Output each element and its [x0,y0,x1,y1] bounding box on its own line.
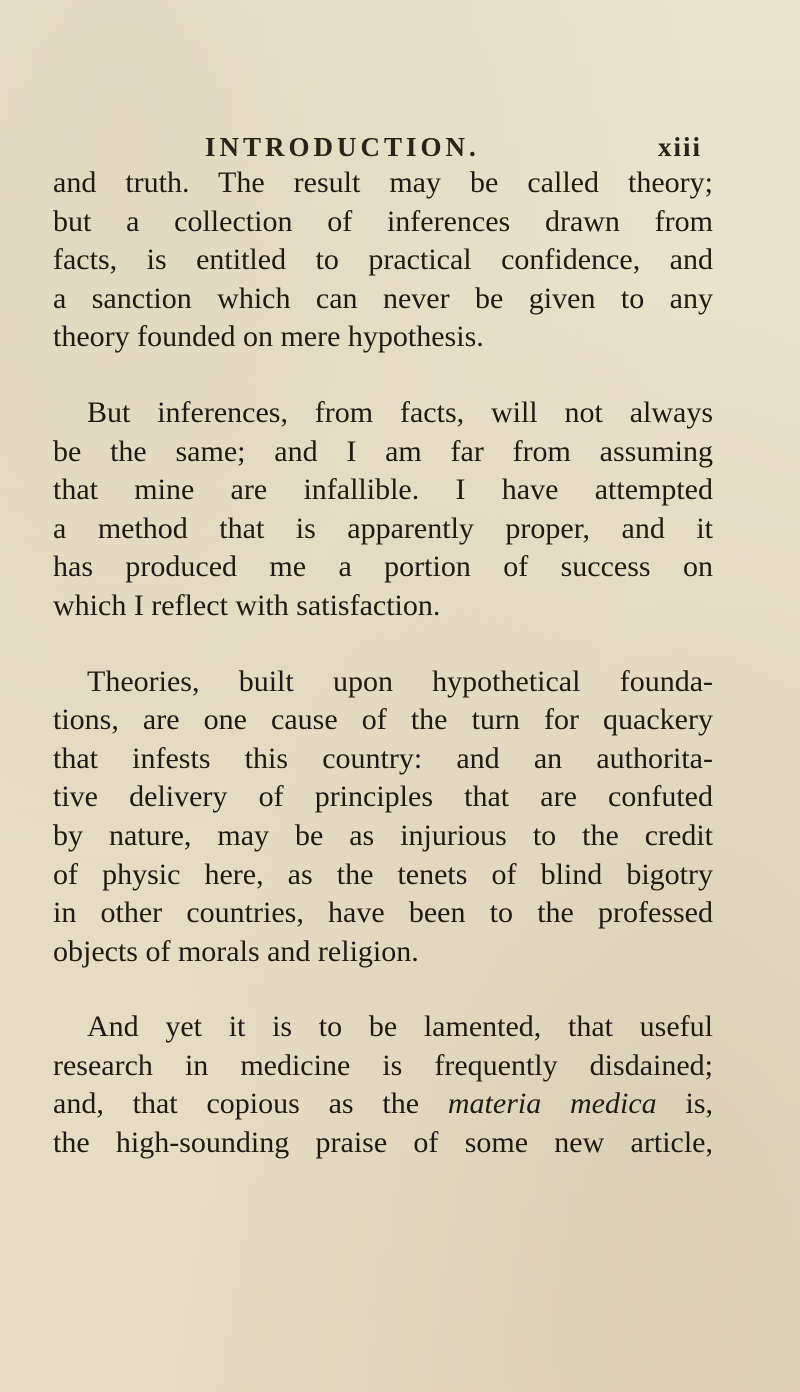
text-line: by nature, may be as injurious to the credit [53,818,713,852]
text-line: the high-sounding praise of some new article, [53,1126,713,1160]
text-segment: is, [685,1087,713,1121]
paragraph-2 [53,394,713,626]
body-text [53,164,713,1200]
text-line: And yet it is to be lamented, that useful [87,1010,713,1044]
text-line: facts, is entitled to practical confidence, and [53,243,713,277]
page-number: xiii [658,132,703,162]
paragraph-1 [53,164,713,357]
text-line: which I reflect with satisfaction. [53,588,441,622]
italic-term: materia medica [447,1087,657,1121]
text-line: Theories, built upon hypothetical founda- [87,664,713,698]
text-line: that mine are infallible. I have attempted [53,473,713,507]
text-line: research in medicine is frequently disdained; [53,1048,713,1082]
text-line: in other countries, have been to the professed [53,896,713,930]
text-line: has produced me a portion of success on [53,550,713,584]
text-line: tive delivery of principles that are confuted [53,780,713,814]
text-line: but a collection of inferences drawn from [53,204,713,238]
text-line: and truth. The result may be called theory; [53,166,713,199]
text-line: objects of morals and religion. [53,934,419,968]
running-title: INTRODUCTION. [205,132,480,162]
text-segment: and, that copious as the [53,1087,420,1121]
text-line: tions, are one cause of the turn for quackery [53,703,713,737]
text-line-mixed [53,1085,713,1124]
paragraph-3 [53,663,713,972]
text-line: that infests this country: and an authorita- [53,741,713,775]
text-line: of physic here, as the tenets of blind bigotry [53,857,713,891]
paragraph-4 [53,1008,713,1162]
text-line: a method that is apparently proper, and it [53,511,713,545]
text-line: be the same; and I am far from assuming [53,434,713,468]
text-line: theory founded on mere hypothesis. [53,320,484,354]
text-line: But inferences, from facts, will not always [87,395,713,429]
text-line: a sanction which can never be given to any [53,281,713,315]
